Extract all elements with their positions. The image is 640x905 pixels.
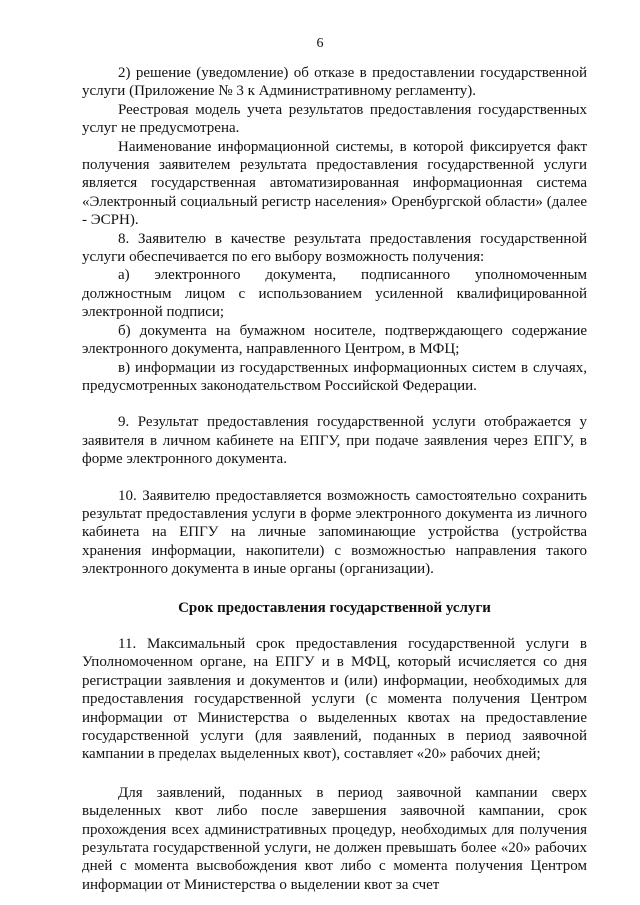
paragraph-8a: а) электронного документа, подписанного уполномоченным должностным лицом с использованием усиленной квалифицированной электронной подписи; [82, 267, 587, 321]
section-heading: Срок предоставления государственной услуги [178, 599, 491, 616]
paragraph-8b: б) документа на бумажном носителе, подтверждающего содержание электронного документа, направленного Центром, в МФЦ; [82, 322, 587, 358]
paragraph-11: 11. Максимальный срок предоставления государственной услуги в Уполномоченном органе, на ЕПГУ и в МФЦ, который исчисляется со дня регистрации заявления и документов и (или) информации, необходимых для предоставления государственной услуги (с момента получения Центром информации от Министерства о выделенных квотах на предоставление государственной услуги (для заявлений, поданных в период заявочной кампании в пределах выделенных квот), составляет «20» рабочих дней; [82, 635, 587, 763]
paragraph-registry-model: Реестровая модель учета результатов предоставления государственных услуг не предусмотрена. [82, 101, 587, 137]
paragraph-over-quota: Для заявлений, поданных в период заявочной кампании сверх выделенных квот либо после завершения заявочной кампании, срок прохождения всех административных процедур, необходимых для получения результата государственной услуги, не должен превышать более «20» рабочих дней с момента высвобождения квот либо с момента получения Центром информации от Министерства о выделении квот за счет [82, 784, 587, 893]
page-number: 6 [316, 36, 324, 51]
paragraph-information-system: Наименование информационной системы, в которой фиксируется факт получения заявителем результата предоставления государственной услуги является государственная автоматизированная информационная система «Электронный социальный регистр населения» Оренбургской области» (далее - ЭСРН). [82, 138, 587, 229]
paragraph-10: 10. Заявителю предоставляется возможность самостоятельно сохранить результат предоставления услуги в форме электронного документа из личного кабинета на ЕПГУ на личные запоминающие устройства (устройства хранения информации, накопители) с возможностью направления такого электронного документа в иные органы (организации). [82, 487, 587, 578]
document-body [82, 64, 587, 894]
paragraph-8c: в) информации из государственных информационных систем в случаях, предусмотренных законодательством Российской Федерации. [82, 359, 587, 394]
paragraph-9: 9. Результат предоставления государственной услуги отображается у заявителя в личном кабинете на ЕПГУ, при подаче заявления через ЕПГУ, в форме электронного документа. [82, 414, 587, 468]
paragraph-refusal-decision: 2) решение (уведомление) об отказе в предоставлении государственной услуги (Приложение № 3 к Административному регламенту). [82, 65, 587, 100]
paragraph-8: 8. Заявителю в качестве результата предоставления государственной услуги обеспечивается по его выбору возможность получения: [82, 230, 587, 266]
